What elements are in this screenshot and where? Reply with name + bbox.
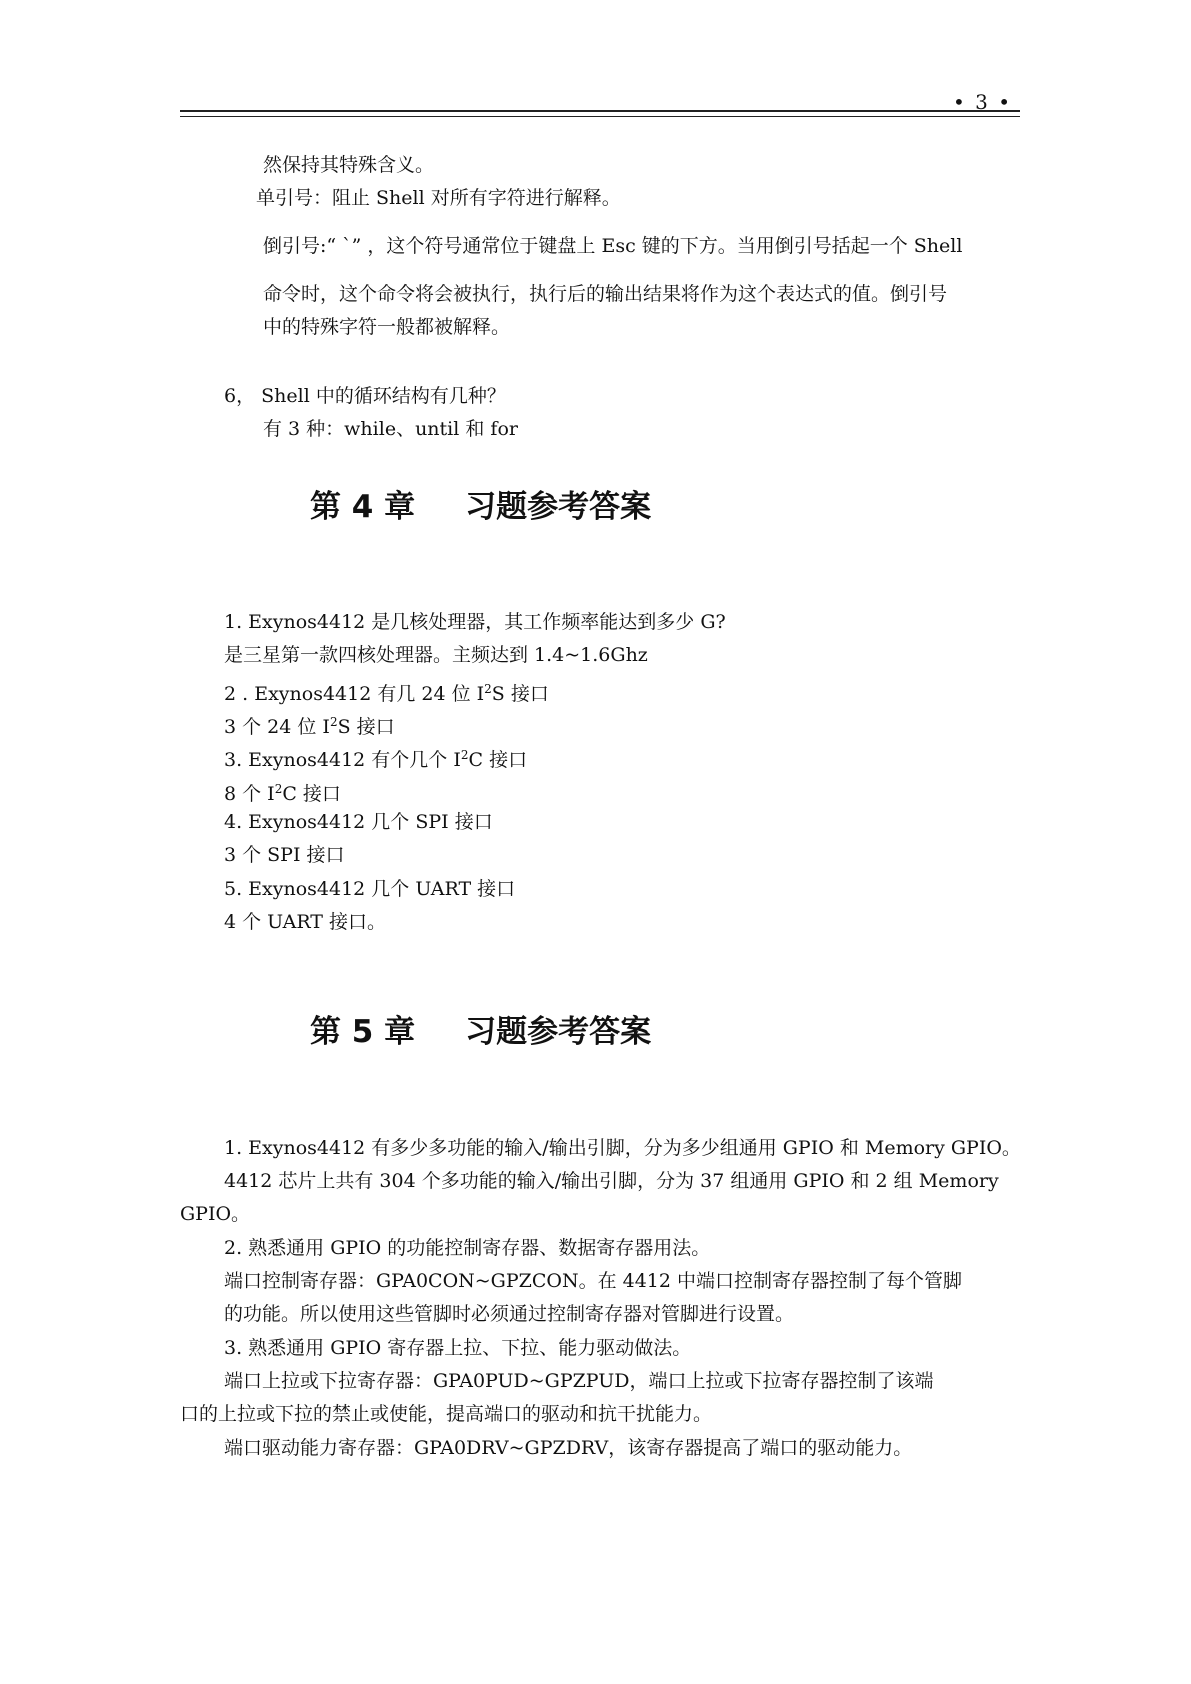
answer-line: 端口控制寄存器：GPA0CON~GPZCON。在 4412 中端口控制寄存器控制了每个管脚 bbox=[224, 1270, 963, 1292]
paragraph-line: 命令时，这个命令将会被执行，执行后的输出结果将作为这个表达式的值。倒引号 bbox=[263, 283, 948, 305]
chapter-4-text: 习题参考答案 bbox=[465, 489, 652, 525]
chapter-4-title bbox=[310, 487, 651, 527]
answer-line: 是三星第一款四核处理器。主频达到 1.4~1.6Ghz bbox=[224, 644, 648, 666]
chapter-5-number: 第 5 章 bbox=[310, 1014, 416, 1050]
paragraph-line: 单引号：阻止 Shell 对所有字符进行解释。 bbox=[256, 187, 621, 209]
question-line: 1. Exynos4412 有多少多功能的输入/输出引脚，分为多少组通用 GPIO 和 Memory GPIO。 bbox=[224, 1137, 1021, 1159]
question-line: 2. 熟悉通用 GPIO 的功能控制寄存器、数据寄存器用法。 bbox=[224, 1237, 711, 1259]
answer-line: 3 个 24 位 $I^2S$ 接口 bbox=[224, 715, 395, 738]
answer-line: 有 3 种：while、until 和 for bbox=[263, 418, 518, 440]
question-line: 3. Exynos4412 有个几个 $I^2C$ 接口 bbox=[224, 748, 528, 771]
chapter-5-title bbox=[310, 1012, 651, 1052]
chapter-5-text: 习题参考答案 bbox=[465, 1014, 652, 1050]
answer-line: 8 个 $I^2C$ 接口 bbox=[224, 782, 341, 805]
answer-line: 口的上拉或下拉的禁止或使能，提高端口的驱动和抗干扰能力。 bbox=[180, 1403, 713, 1425]
header-rule-thin bbox=[180, 116, 1020, 117]
answer-line: 4 个 UART 接口。 bbox=[224, 911, 387, 933]
paragraph-line: 然保持其特殊含义。 bbox=[263, 154, 435, 176]
question-line: 6， Shell 中的循环结构有几种？ bbox=[224, 385, 506, 407]
question-line: 4. Exynos4412 几个 SPI 接口 bbox=[224, 811, 493, 833]
answer-line: 的功能。所以使用这些管脚时必须通过控制寄存器对管脚进行设置。 bbox=[224, 1303, 795, 1325]
answer-line: 4412 芯片上共有 304 个多功能的输入/输出引脚，分为 37 组通用 GPIO 和 2 组 Memory bbox=[224, 1170, 999, 1192]
page-number: • 3 • bbox=[952, 90, 1012, 114]
question-line: 1. Exynos4412 是几核处理器，其工作频率能达到多少 G? bbox=[224, 611, 726, 633]
question-line: 2 . Exynos4412 有几 24 位 $I^2S$ 接口 bbox=[224, 682, 549, 705]
answer-line: 3 个 SPI 接口 bbox=[224, 844, 345, 866]
answer-line: 端口上拉或下拉寄存器：GPA0PUD~GPZPUD，端口上拉或下拉寄存器控制了该端 bbox=[224, 1370, 934, 1392]
paragraph-line: 倒引号:“ `” ，这个符号通常位于键盘上 Esc 键的下方。当用倒引号括起一个 Shell bbox=[263, 235, 963, 257]
answer-line: 端口驱动能力寄存器：GPA0DRV~GPZDRV，该寄存器提高了端口的驱动能力。 bbox=[224, 1437, 913, 1459]
question-line: 5. Exynos4412 几个 UART 接口 bbox=[224, 878, 516, 900]
question-line: 3. 熟悉通用 GPIO 寄存器上拉、下拉、能力驱动做法。 bbox=[224, 1337, 692, 1359]
paragraph-line: 中的特殊字符一般都被解释。 bbox=[263, 316, 511, 338]
chapter-4-number: 第 4 章 bbox=[310, 489, 416, 525]
answer-line: GPIO。 bbox=[180, 1203, 251, 1225]
header-rule-thick bbox=[180, 110, 1020, 112]
